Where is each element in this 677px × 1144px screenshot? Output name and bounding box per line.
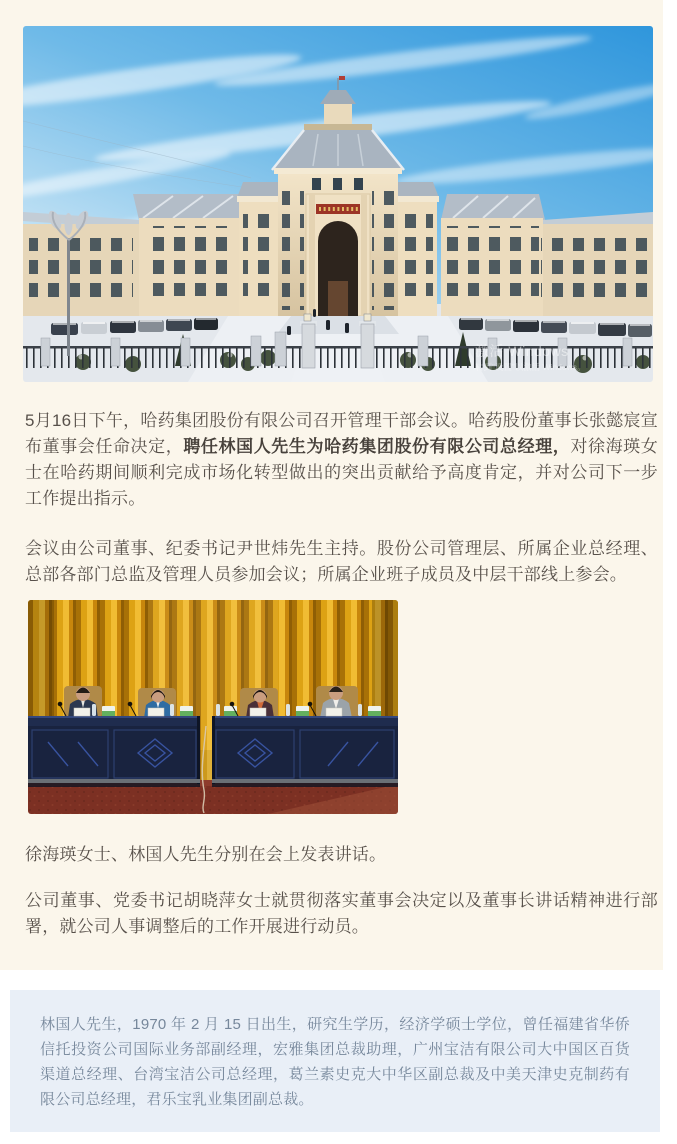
building-right-wing [441,194,545,316]
p1-bold-appointment: 聘任林国人先生为哈药集团股份有限公司总经理， [183,437,571,456]
gate-lamp [364,314,371,321]
bio-text: 林国人先生，1970 年 2 月 15 日出生，研究生学历，经济学硕士学位，曾任福建省华侨信托投资公司国际业务部副经理，宏雅集团总裁助理，广州宝洁有限公司大中国区百货渠道总经理、台湾宝洁公司总经理，葛兰素史克大中华区副总裁及中美天津史克制药有限公司总经理，君乐宝乳业集团副总裁。 [40,1016,630,1108]
conference-tables [28,716,398,787]
meeting-photo [28,600,398,814]
paragraph-announcement [25,408,658,512]
windows-watermark-line1: 激活 Windows [475,343,569,359]
flag [339,76,345,80]
building-right-tower [391,182,439,316]
table-base-rail [28,779,200,783]
paragraph-speeches: 徐海瑛女士、林国人先生分别在会上发表讲话。 [25,845,387,864]
windows-watermark-line2: 转到“设置”以激活 Windows。 [475,362,586,372]
building-photo [23,26,653,382]
table-base-rail [212,779,398,783]
gate-lamp [304,314,311,321]
building-left-tower [237,182,285,316]
building-far-right-wing [541,212,653,316]
bio-box [10,990,660,1132]
building-left-wing [133,194,247,316]
paragraph-meeting-host: 会议由公司董事、纪委书记尹世炜先生主持。股份公司管理层、所属企业总经理、总部各部门总监及管理人员参加会议；所属企业班子成员及中层干部线上参会。 [25,539,658,584]
entrance-portal [306,194,370,316]
upper-windows [312,178,363,190]
entrance-steps [277,316,399,334]
p1-post: 对徐海瑛女士在哈药期间顺利完成市场化转型做出的突出贡献给予高度肯定，并对公司下一步工作提出指示。 [25,437,658,508]
paragraph-deployment: 公司董事、党委书记胡晓萍女士就贯彻落实董事会决定以及董事长讲话精神进行部署，就公司人事调整后的工作开展进行动员。 [25,891,658,936]
entrance-sign-characters [319,207,358,211]
p1-pre: 5月16日下午，哈药集团股份有限公司召开管理干部会议。哈药股份董事长张懿宸宣布董事会任命决定， [25,411,658,456]
